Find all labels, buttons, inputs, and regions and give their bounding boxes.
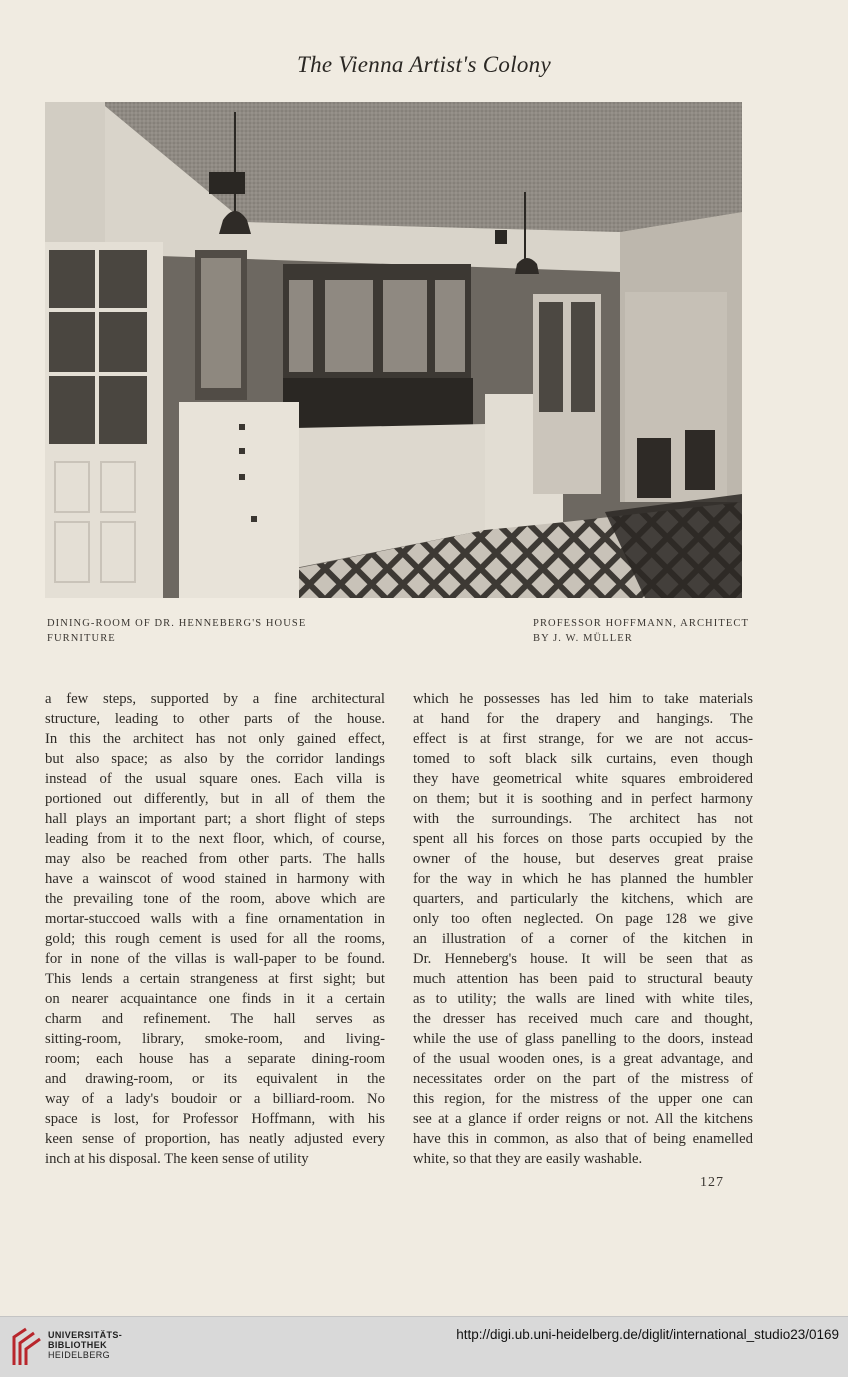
dining-room-photograph <box>45 102 742 598</box>
text-line: for the way in which he has planned the humbler <box>413 871 753 887</box>
caption-line: DINING-ROOM OF DR. HENNEBERG'S HOUSE <box>47 618 307 629</box>
text-line: the prevailing tone of the room, above which are <box>45 891 385 907</box>
text-line: hall plays an important part; a short flight of steps <box>45 811 385 827</box>
text-line: only too often neglected. On page 128 we give <box>413 911 753 927</box>
caption-line: FURNITURE <box>47 633 116 644</box>
text-line: In this the architect has not only gained effect, <box>45 731 385 747</box>
text-line: of the usual wooden ones, is a great advantage, and <box>413 1051 753 1067</box>
body-text-left-column <box>45 689 385 1169</box>
text-line: room; each house has a separate dining-room <box>45 1051 385 1067</box>
photo-caption-left <box>47 616 306 646</box>
text-line: Dr. Henneberg's house. It will be seen that as <box>413 951 753 967</box>
text-line: and drawing-room, or its equivalent in the <box>45 1071 385 1087</box>
text-line: may also be reached from other parts. The halls <box>45 851 385 867</box>
library-footer-bar <box>0 1316 848 1377</box>
text-line: instead of the usual square ones. Each villa is <box>45 771 385 787</box>
text-line: quarters, and particularly the kitchens, which are <box>413 891 753 907</box>
text-line: at hand for the drapery and hangings. The <box>413 711 753 727</box>
text-line: with the surroundings. The architect has not <box>413 811 753 827</box>
photo-caption-right <box>533 616 749 646</box>
library-name-line: HEIDELBERG <box>48 1350 111 1360</box>
text-line: necessitates order on the part of the mistress of <box>413 1071 753 1087</box>
text-line: way of a lady's boudoir or a billiard-room. No <box>45 1091 385 1107</box>
body-text-right-column <box>413 689 753 1169</box>
text-line: an illustration of a corner of the kitchen in <box>413 931 753 947</box>
text-line: see at a glance if order reigns or not. All the kitchens <box>413 1111 753 1127</box>
text-line: inch at his disposal. The keen sense of utility <box>45 1151 309 1167</box>
text-line: charm and refinement. The hall serves as <box>45 1011 385 1027</box>
text-line: tomed to soft black silk curtains, even though <box>413 751 753 767</box>
caption-line: BY J. W. MÜLLER <box>533 633 633 644</box>
text-line: as to utility; the walls are lined with white tiles, <box>413 991 753 1007</box>
text-line: a few steps, supported by a fine architectural <box>45 691 385 707</box>
text-line: gold; this rough cement is used for all the rooms, <box>45 931 385 947</box>
caption-line: PROFESSOR HOFFMANN, ARCHITECT <box>533 618 749 629</box>
text-line: which he possesses has led him to take materials <box>413 691 753 707</box>
text-line: keen sense of proportion, has neatly adjusted every <box>45 1131 385 1147</box>
text-line: on nearer acquaintance one finds in it a certain <box>45 991 385 1007</box>
text-line: portioned out differently, but in all of them the <box>45 791 385 807</box>
text-line: much attention has been paid to structural beauty <box>413 971 753 987</box>
text-line: structure, leading to other parts of the house. <box>45 711 385 727</box>
university-library-logo-icon <box>8 1325 42 1369</box>
text-line: on them; but it is soothing and in perfect harmony <box>413 791 753 807</box>
library-name-line: BIBLIOTHEK <box>48 1340 107 1350</box>
text-line: sitting-room, library, smoke-room, and living- <box>45 1031 385 1047</box>
text-line: this region, for the mistress of the upper one can <box>413 1091 753 1107</box>
text-line: effect is at first strange, for we are not accus- <box>413 731 753 747</box>
text-line: the dresser has received much care and thought, <box>413 1011 753 1027</box>
text-line: spent all his forces on those parts occupied by the <box>413 831 753 847</box>
text-line: have a wainscot of wood stained in harmony with <box>45 871 385 887</box>
text-line: owner of the house, but deserves great praise <box>413 851 753 867</box>
text-line: they have geometrical white squares embroidered <box>413 771 753 787</box>
text-line: leading from it to the next floor, which, of course, <box>45 831 385 847</box>
page-number: 127 <box>700 1175 724 1190</box>
text-line: but also space; as also by the corridor landings <box>45 751 385 767</box>
text-line: while the use of glass panelling to the doors, instead <box>413 1031 753 1047</box>
text-line: for in none of the villas is wall-paper to be found. <box>45 951 385 967</box>
text-line: This lends a certain strangeness at first sight; but <box>45 971 385 987</box>
text-line: have this in common, as also that of being enamelled <box>413 1131 753 1147</box>
text-line: mortar-stuccoed walls with a fine ornamentation in <box>45 911 385 927</box>
library-name-line: UNIVERSITÄTS- <box>48 1330 123 1340</box>
library-name <box>48 1330 122 1360</box>
text-line: space is lost, for Professor Hoffmann, with his <box>45 1111 385 1127</box>
permalink-url[interactable]: http://digi.ub.uni-heidelberg.de/diglit/international_studio23/0169 <box>456 1327 839 1342</box>
running-head: The Vienna Artist's Colony <box>296 52 551 77</box>
text-line: white, so that they are easily washable. <box>413 1151 643 1167</box>
